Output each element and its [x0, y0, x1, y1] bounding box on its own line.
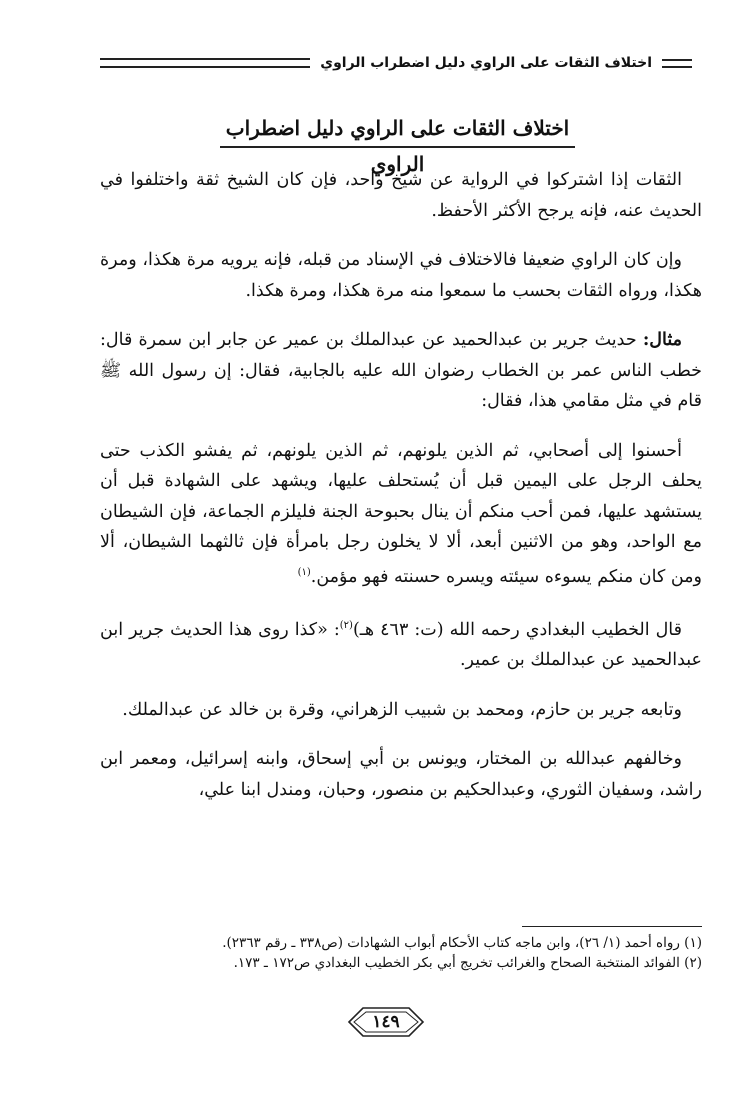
example-label: مثال:: [642, 330, 682, 350]
section-title-box: [220, 110, 575, 176]
paragraph-1: الثقات إذا اشتركوا في الرواية عن شيخ واحد، فإن كان الشيخ ثقة واختلفوا في الحديث عنه، فإنه يرجح الأكثر الأحفظ.: [100, 170, 702, 221]
paragraph-3-text: حديث جرير بن عبدالحميد عن عبدالملك بن عمير عن جابر ابن سمرة قال: خطب الناس عمر بن الخطاب رضوان الله عليه بالجابية، فقال: إن رسول الله ﷺ قام في مثل مقامي هذا، فقال:: [100, 330, 702, 411]
footnote-1: (١) رواه أحمد (١/ ٢٦)، وابن ماجه كتاب الأحكام أبواب الشهادات (ص٣٣٨ ـ رقم ٢٣٦٣).: [222, 935, 702, 951]
page-number: ١٤٩: [372, 1012, 400, 1032]
footnote-ref-2[interactable]: (٢): [339, 619, 353, 631]
paragraph-7: وخالفهم عبدالله بن المختار، ويونس بن أبي إسحاق، وابنه إسرائيل، ومعمر ابن راشد، وسفيان الثوري، وعبدالحكيم بن منصور، وحبان، ومندل ابنا علي،: [100, 749, 702, 800]
footnote-ref-1[interactable]: (١): [297, 566, 311, 578]
running-header: [100, 52, 702, 74]
paragraph-6: وتابعه جرير بن حازم، ومحمد بن شبيب الزهراني، وقرة بن خالد عن عبدالملك.: [122, 699, 682, 720]
body-text: [100, 165, 702, 824]
page-number-frame: [345, 1005, 427, 1039]
footnotes: [100, 933, 702, 973]
footnote-rule: [522, 926, 702, 927]
paragraph-5: [100, 611, 702, 676]
running-title: اختلاف الثقات على الراوي دليل اضطراب الراوي: [320, 55, 652, 71]
footnote-2: (٢) الفوائد المنتخبة الصحاح والغرائب تخريج أبي بكر الخطيب البغدادي ص١٧٢ ـ ١٧٣.: [233, 955, 702, 971]
paragraph-4: [100, 436, 702, 592]
header-ornament-right: [662, 59, 692, 68]
paragraph-5-b: : «كذا روى هذا الحديث جرير ابن عبدالحميد عن عبدالملك بن عمير.: [100, 619, 702, 671]
hadith-text: أحسنوا إلى أصحابي، ثم الذين يلونهم، ثم الذين يلونهم، ثم يفشو الكذب حتى يحلف الرجل على اليمين قبل أن يُستحلف عليها، ويشهد على الشهادة قبل أن يستشهد عليها، فمن أحب منكم أن ينال بحبوحة الجنة فليلزم الجماعة، فإن الشيطان مع الواحد، وهو من الاثنين أبعد، ألا لا يخلون رجل بامرأة فإن ثالثهما الشيطان، ألا ومن كان منكم يسوءه سيئته ويسره حسنته فهو مؤمن.: [100, 440, 702, 587]
paragraph-5-a: قال الخطيب البغدادي رحمه الله (ت: ٤٦٣ هـ): [352, 619, 682, 640]
section-title: اختلاف الثقات على الراوي دليل اضطراب الراوي: [225, 116, 570, 176]
header-rule: [100, 58, 310, 68]
paragraph-2: وإن كان الراوي ضعيفا فالاختلاف في الإسناد من قبله، فإنه يرويه مرة هكذا، ومرة هكذا، ورواه الثقات بحسب ما سمعوا منه مرة هكذا، ومرة هكذا.: [100, 250, 702, 301]
paragraph-3: [100, 325, 702, 417]
